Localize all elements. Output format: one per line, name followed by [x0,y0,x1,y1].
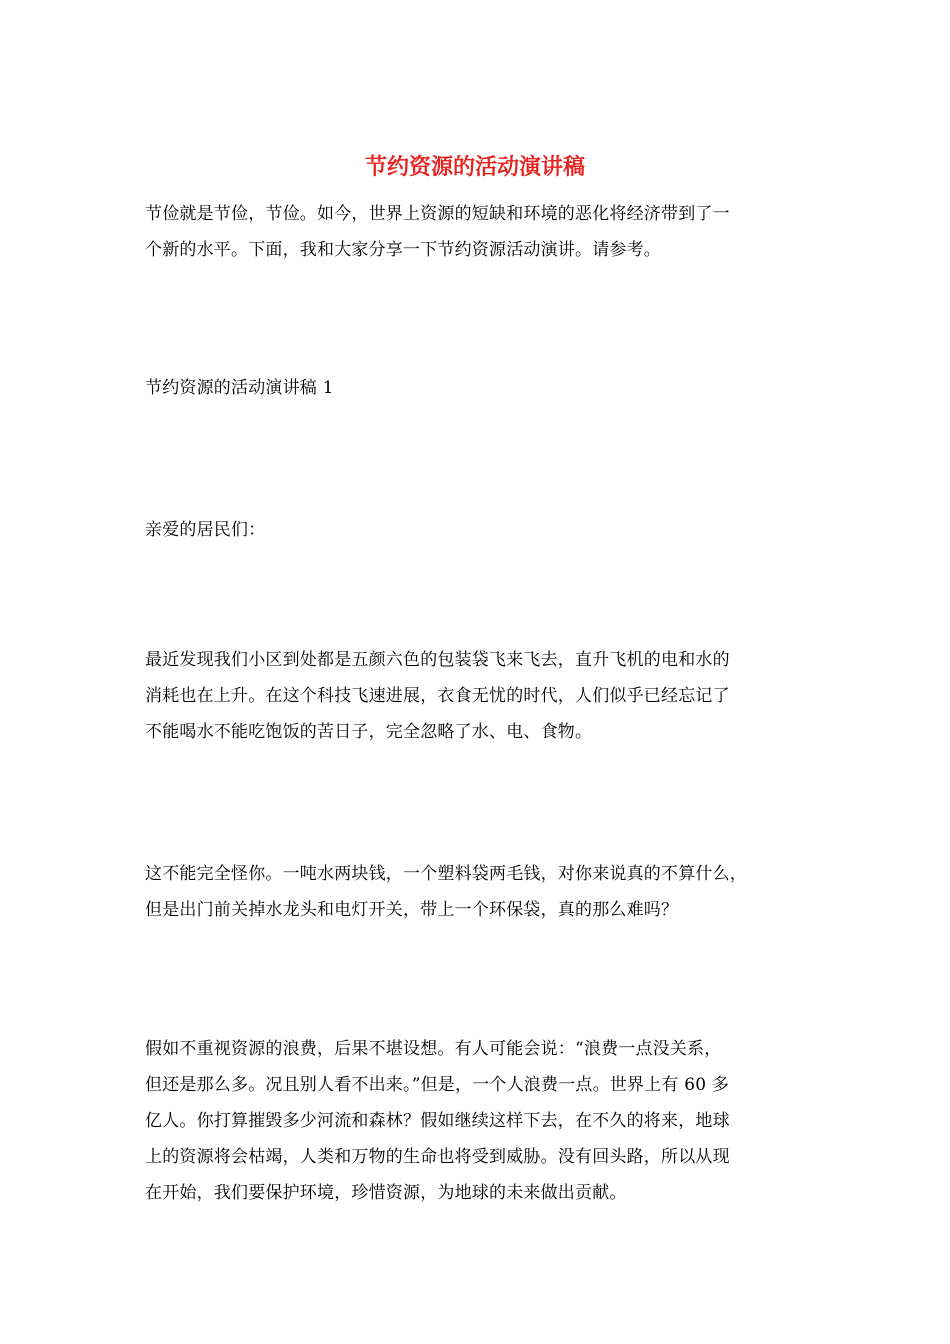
paragraph-3 [145,1031,810,1211]
paragraph-1-line-3: 不能喝水不能吃饱饭的苦日子，完全忽略了水、电、食物。 [145,722,593,742]
paragraph-1 [145,642,810,750]
paragraph-2-line-2: 但是出门前关掉水龙头和电灯开关，带上一个环保袋，真的那么难吗？ [145,900,679,920]
greeting: 亲爱的居民们： [145,520,266,540]
paragraph-3-line-4: 上的资源将会枯竭，人类和万物的生命也将受到威胁。没有回头路，所以从现 [145,1147,730,1167]
paragraph-3-line-1: 假如不重视资源的浪费，后果不堪设想。有人可能会说：“浪费一点没关系， [145,1039,722,1059]
paragraph-3-line-5: 在开始，我们要保护环境，珍惜资源，为地球的未来做出贡献。 [145,1183,627,1203]
intro-line-1: 节俭就是节俭，节俭。如今，世界上资源的短缺和环境的恶化将经济带到了一 [145,204,730,224]
paragraph-1-line-1: 最近发现我们小区到处都是五颜六色的包装袋飞来飞去，直升飞机的电和水的 [145,650,730,670]
paragraph-3-line-2: 但还是那么多。况且别人看不出来。”但是，一个人浪费一点。世界上有 60 多 [145,1075,730,1095]
intro-paragraph [145,196,810,268]
paragraph-2 [145,856,810,928]
intro-line-2: 个新的水平。下面，我和大家分享一下节约资源活动演讲。请参考。 [145,240,661,260]
paragraph-1-line-2: 消耗也在上升。在这个科技飞速进展，衣食无忧的时代，人们似乎已经忘记了 [145,686,730,706]
paragraph-3-line-3: 亿人。你打算摧毁多少河流和森林？假如继续这样下去，在不久的将来，地球 [145,1111,730,1131]
section-heading: 节约资源的活动演讲稿 1 [145,378,334,398]
document-title: 节约资源的活动演讲稿 [364,154,585,180]
paragraph-2-line-1: 这不能完全怪你。一吨水两块钱，一个塑料袋两毛钱，对你来说真的不算什么， [145,864,747,884]
